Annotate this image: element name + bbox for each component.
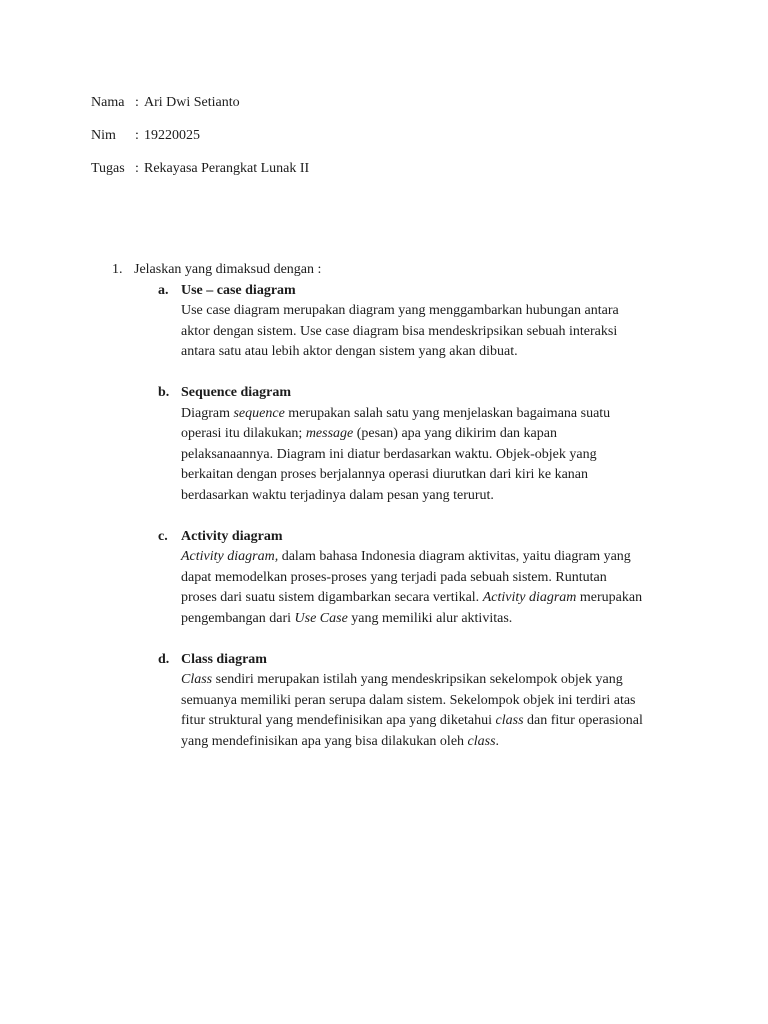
info-row-nama [91, 94, 309, 127]
text-run: berkaitan dengan proses berjalannya operasi diurutkan dari kiri ke kanan [181, 467, 589, 482]
text-run: merupakan salah satu yang menjelaskan bagaimana suatu [284, 405, 611, 421]
italic-term: message [305, 426, 354, 441]
text-run: semuanya memiliki peran serupa dalam sistem. Sekelompok objek ini terdiri atas [181, 692, 636, 708]
info-row-nim [91, 127, 309, 160]
text-run: yang mendefinisikan apa yang bisa dilakukan oleh [181, 733, 468, 749]
question-number: 1. [112, 262, 123, 277]
item-body [181, 301, 692, 363]
info-colon: : [135, 161, 139, 176]
item-letter: c. [158, 528, 168, 544]
question-block [112, 260, 692, 773]
info-value-tugas: Rekayasa Perangkat Lunak II [144, 161, 310, 176]
text-run: dapat memodelkan proses-proses yang terjadi pada sebuah sistem. Runtutan [181, 569, 607, 585]
paragraph-line [181, 465, 692, 486]
text-run: dan fitur operasional [523, 713, 643, 728]
text-run: Diagram [181, 405, 234, 421]
item-letter: b. [158, 385, 170, 400]
item-letter: d. [158, 651, 170, 667]
item-title: Sequence diagram [181, 385, 292, 400]
paragraph-line [181, 568, 692, 589]
info-row-tugas [91, 160, 309, 193]
paragraph-line [181, 588, 692, 609]
paragraph-line [181, 670, 692, 691]
info-value-nim: 19220025 [144, 128, 200, 143]
answer-item-activity [112, 527, 692, 630]
question-line [112, 260, 692, 281]
answer-item-sequence [112, 383, 692, 506]
text-run: proses dari suatu sistem digambarkan secara vertikal. [181, 590, 483, 605]
info-label: Nama [91, 95, 125, 110]
text-run: Use case diagram merupakan diagram yang menggambarkan hubungan antara [181, 303, 619, 318]
text-run: operasi itu dilakukan; [181, 426, 306, 441]
info-value-nama: Ari Dwi Setianto [144, 95, 240, 110]
paragraph-line [181, 609, 692, 630]
italic-term: class [467, 733, 496, 749]
item-letter: a. [158, 282, 169, 298]
item-title: Activity diagram [181, 528, 283, 544]
paragraph-line [181, 691, 692, 712]
info-label: Tugas [91, 161, 125, 176]
text-run: dalam bahasa Indonesia diagram aktivitas, yaitu diagram yang [278, 549, 631, 564]
italic-term: Class [181, 672, 213, 687]
text-run: pengembangan dari [181, 610, 295, 626]
text-run: aktor dengan sistem. Use case diagram bisa mendeskripsikan sebuah interaksi [181, 323, 618, 339]
text-run: . [495, 733, 500, 749]
item-body [181, 547, 692, 629]
text-run: antara satu atau lebih aktor dengan sistem yang akan dibuat. [181, 344, 518, 359]
paragraph-line [181, 445, 692, 466]
answer-item-use-case [112, 281, 692, 363]
item-body [181, 404, 692, 507]
paragraph-line [181, 322, 692, 343]
info-label: Nim [91, 128, 116, 143]
italic-term: class [495, 713, 524, 728]
paragraph-line [181, 486, 692, 507]
paragraph-line [181, 404, 692, 425]
student-info [91, 94, 309, 193]
italic-term: Activity diagram [482, 590, 577, 605]
paragraph-line [181, 301, 692, 322]
text-run: (pesan) apa yang dikirim dan kapan [353, 426, 557, 441]
item-body [181, 670, 692, 752]
paragraph-line [181, 732, 692, 753]
italic-term: Activity diagram, [181, 549, 279, 564]
paragraph-line [181, 342, 692, 363]
text-run: pelaksanaannya. Diagram ini diatur berdasarkan waktu. Objek-objek yang [181, 446, 597, 462]
italic-term: sequence [233, 405, 285, 421]
item-title: Class diagram [181, 651, 267, 667]
paragraph-line [181, 424, 692, 445]
text-run: merupakan [576, 590, 643, 605]
paragraph-line [181, 711, 692, 732]
info-colon: : [135, 95, 139, 110]
text-run: fitur struktural yang mendefinisikan apa yang diketahui [181, 713, 496, 728]
text-run: sendiri merupakan istilah yang mendeskripsikan sekelompok objek yang [212, 672, 623, 687]
answer-item-class [112, 650, 692, 753]
paragraph-line [181, 547, 692, 568]
item-title: Use – case diagram [181, 282, 296, 298]
italic-term: Use Case [294, 610, 348, 626]
text-run: berdasarkan waktu terjadinya dalam pesan yang terurut. [181, 487, 494, 503]
info-colon: : [135, 128, 139, 143]
question-text: Jelaskan yang dimaksud dengan : [134, 262, 322, 277]
text-run: yang memiliki alur aktivitas. [347, 610, 513, 626]
